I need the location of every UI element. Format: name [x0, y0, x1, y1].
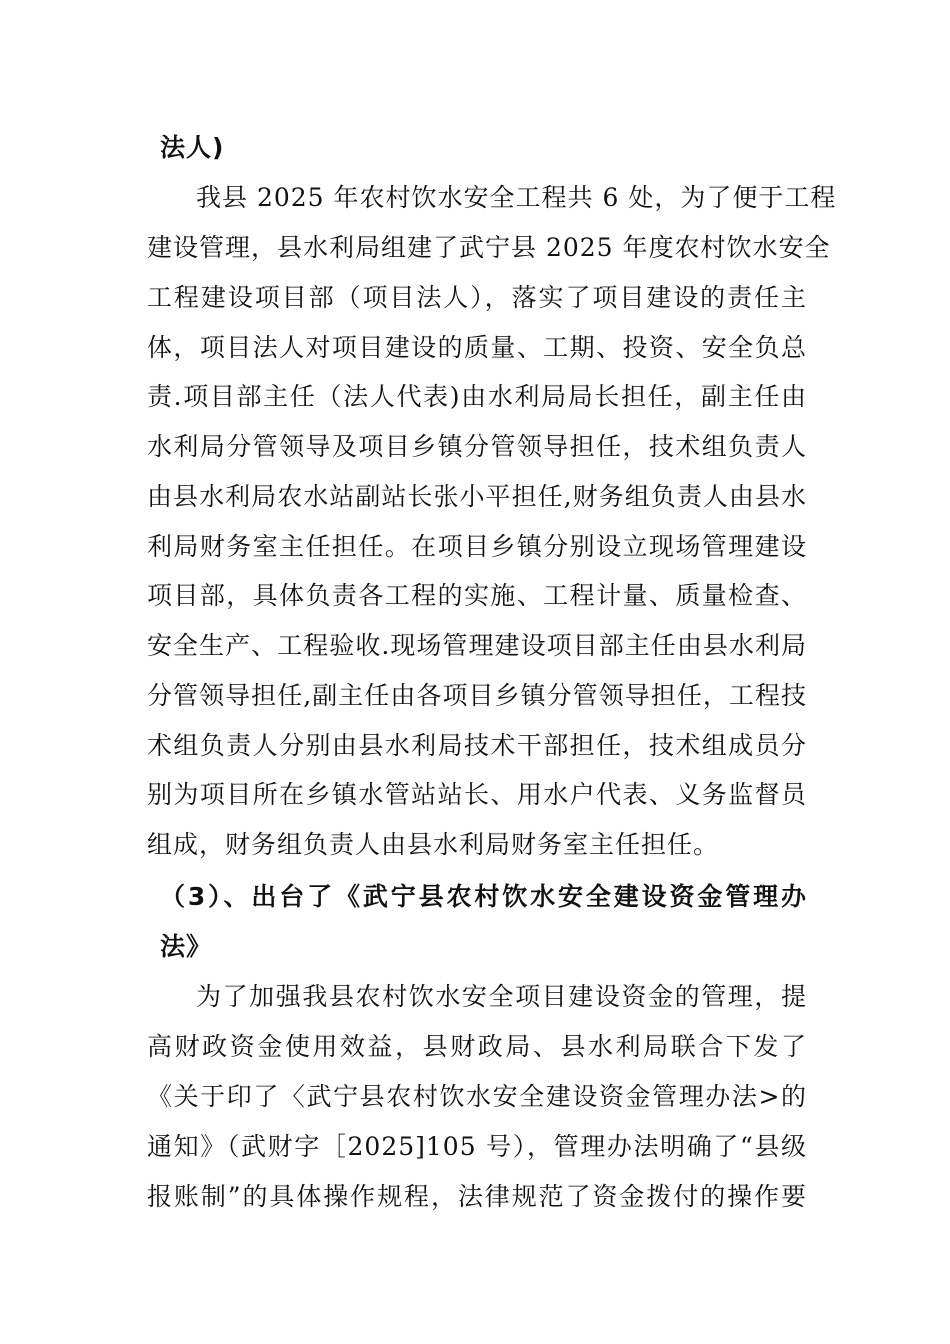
- paragraph-line: 为了加强我县农村饮水安全项目建设资金的管理，提: [196, 982, 807, 1011]
- paragraph-heading-line: 法人): [160, 133, 225, 162]
- paragraph-line: 术组负责人分别由县水利局技术干部担任，技术组成员分: [147, 731, 807, 760]
- paragraph-line: 由县水利局农水站副站长张小平担任,财务组负责人由县水: [147, 482, 807, 511]
- paragraph-line: 安全生产、工程验收.现场管理建设项目部主任由县水利局: [147, 631, 807, 660]
- paragraph-line: 体，项目法人对项目建设的质量、工期、投资、安全负总: [147, 333, 807, 362]
- paragraph-line: 建设管理，县水利局组建了武宁县 2025 年度农村饮水安全: [147, 233, 831, 262]
- paragraph-line: 分管领导担任,副主任由各项目乡镇分管领导担任，工程技: [147, 681, 807, 710]
- section-heading-line: 法》: [160, 932, 213, 961]
- paragraph-line: 通知》（武财字［2025]105 号），管理办法明确了“县级: [147, 1132, 807, 1161]
- paragraph-line: 利局财务室主任担任。在项目乡镇分别设立现场管理建设: [147, 532, 807, 561]
- paragraph-line: 项目部，具体负责各工程的实施、工程计量、质量检查、: [147, 581, 807, 610]
- paragraph-line: 别为项目所在乡镇水管站站长、用水户代表、义务监督员: [147, 780, 807, 809]
- paragraph-line: 报账制”的具体操作规程，法律规范了资金拨付的操作要: [147, 1182, 807, 1211]
- paragraph-line: 《关于印了〈武宁县农村饮水安全建设资金管理办法>的: [147, 1082, 807, 1111]
- section-heading-line: （3）、出台了《武宁县农村饮水安全建设资金管理办: [160, 882, 807, 911]
- paragraph-line: 水利局分管领导及项目乡镇分管领导担任，技术组负责人: [147, 432, 807, 461]
- paragraph-line: 我县 2025 年农村饮水安全工程共 6 处，为了便于工程: [196, 183, 837, 212]
- paragraph-line: 高财政资金使用效益，县财政局、县水利局联合下发了: [147, 1032, 807, 1061]
- paragraph-line: 工程建设项目部（项目法人），落实了项目建设的责任主: [147, 283, 807, 312]
- paragraph-line: 责.项目部主任（法人代表)由水利局局长担任，副主任由: [147, 382, 807, 411]
- paragraph-line: 组成，财务组负责人由县水利局财务室主任担任。: [147, 830, 720, 859]
